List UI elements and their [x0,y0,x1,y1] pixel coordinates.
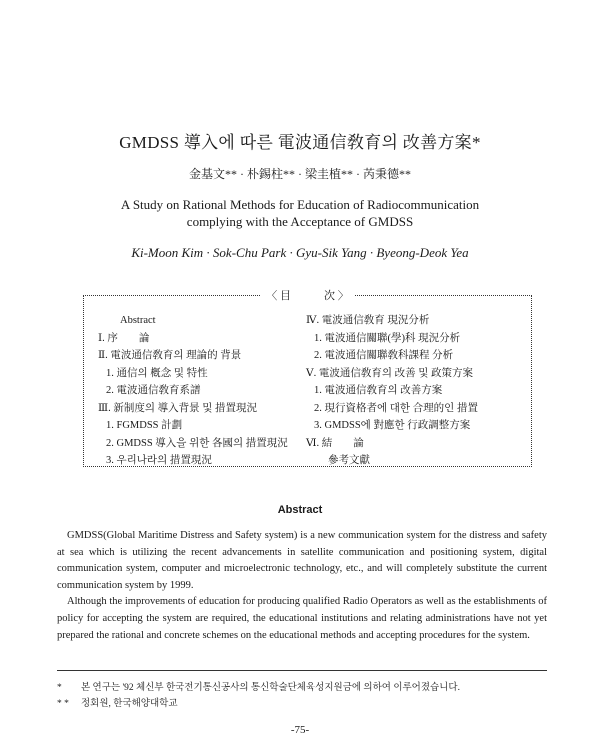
footnote-divider [57,670,547,671]
footnote-text: 본 연구는 '92 체신부 한국전기통신공사의 통신학술단체육성지원금에 의하여 이루어졌습니다. [81,683,460,693]
toc-item: Ⅴ. 電波通信敎育의 改善 및 政策方案 [306,367,473,379]
toc-item: 參考文獻 [328,455,370,466]
toc-heading: 〈 目 次 〉 [84,287,531,303]
toc-item: 2. 電波通信關聯敎科課程 分析 [314,350,454,361]
toc-item: Abstract [120,315,156,326]
toc-item: 1. 通信의 槪念 및 特性 [106,367,208,379]
authors-english: Ki-Moon Kim · Sok-Chu Park · Gyu-Sik Yang · Byeong-Deok Yea [131,245,469,260]
toc-item: 1. FGMDSS 計劃 [106,420,183,431]
authors-korean: 金基文** · 朴錫柱** · 梁圭植** · 芮秉德** [189,167,411,181]
toc-item: Ⅵ. 結 論 [306,437,364,449]
footnote-mark: * * [57,699,69,709]
footnote-text: 정회원, 한국해양대학교 [81,699,178,709]
page-number: -75- [290,724,310,736]
toc-item: 2. 電波通信敎育系譜 [106,385,201,396]
toc-item: 2. 現行資格者에 대한 合理的인 措置 [314,402,478,414]
footnote-mark: * [57,683,62,693]
toc-item: Ⅳ. 電波通信敎育 現況分析 [306,315,430,326]
abstract-body [57,528,547,644]
toc-item: Ⅲ. 新制度의 導入背景 및 措置現況 [98,402,258,414]
english-title-line-1: A Study on Rational Methods for Education of Radiocommunication [120,197,480,212]
footnote [57,696,547,712]
footnote [57,680,547,696]
toc-item: 1. 電波通信關聯(學)科 現況分析 [314,332,461,344]
toc-item: 1. 電波通信敎育의 改善方案 [314,385,443,396]
abstract-paragraph: GMDSS(Global Maritime Distress and Safety system) is a new communication system for the distress and safety at sea which is utilizing the recent advancements in satellite communication and positioning system, digital communication system, computer and microelectronic technology, etc., and will completely substitute the current communication system by 1999. [57,530,547,591]
english-title-line-2: complying with the Acceptance of GMDSS [186,214,414,229]
toc-item: Ⅰ. 序 論 [98,332,150,344]
toc-item: Ⅱ. 電波通信敎育의 理論的 背景 [98,350,242,361]
toc-item: 3. GMDSS에 對應한 行政調整方案 [314,420,471,431]
table-of-contents [83,290,532,467]
footnotes [57,680,547,712]
paper-title: GMDSS 導入에 따른 電波通信敎育의 改善方案* [119,133,481,152]
abstract-heading: Abstract [277,504,323,516]
abstract-paragraph: Although the improvements of education for producing qualified Radio Operators as well as the establishments of policy for accepting the system are required, the educational institutions and relating administrations have not yet prepared the rational and concrete schemes on the educational methods and accepting procedures for the system. [57,596,547,641]
toc-left-column [98,312,288,470]
toc-item: 2. GMDSS 導入을 위한 各國의 措置現況 [106,437,288,449]
toc-item: 3. 우리나라의 措置現況 [106,455,212,466]
english-title [0,196,600,230]
toc-right-column [306,312,478,470]
